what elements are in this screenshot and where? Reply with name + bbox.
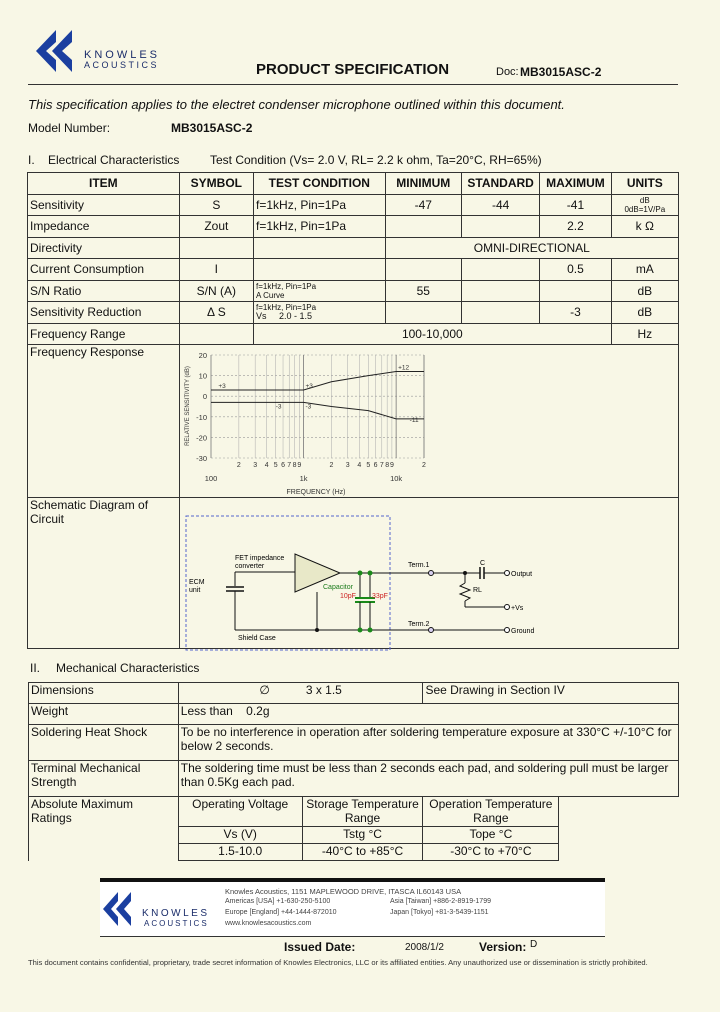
chart-annotation: -3	[305, 403, 312, 411]
item-impedance: Impedance	[28, 216, 180, 238]
test-condition: Test Condition (Vs= 2.0 V, RL= 2.2 k ohm, Ta=20°C, RH=65%)	[210, 153, 542, 167]
symbol-sensitivity: S	[179, 194, 253, 216]
value-directivity: OMNI-DIRECTIONAL	[385, 237, 678, 259]
chart-y-label: RELATIVE SENSITIVITY (dB)	[185, 366, 191, 446]
max-impedance: 2.2	[540, 216, 611, 238]
table-row	[28, 237, 679, 259]
ground-label: Ground	[511, 628, 535, 635]
chart-annotation: -3	[275, 403, 282, 411]
footer-americas: Americas [USA] +1-630-250-5100	[225, 898, 331, 905]
cond-reduction-range: 2.0 - 1.5	[279, 311, 313, 322]
ratings-s3: Tope °C	[423, 827, 559, 844]
footer-japan: Japan [Tokyo] +81-3-5439-1151	[390, 909, 489, 916]
ratings-h1: Operating Voltage	[178, 797, 302, 827]
section-title-electrical: Electrical Characteristics	[48, 153, 180, 167]
unit-current: mA	[611, 259, 678, 281]
table-row	[28, 280, 679, 302]
item-freq-range: Frequency Range	[28, 323, 180, 345]
footer-address: Knowles Acoustics, 1151 MAPLEWOOD DRIVE, ITASCA IL60143 USA	[225, 887, 462, 896]
std-sensitivity: -44	[461, 194, 539, 216]
col-minimum: MINIMUM	[385, 173, 461, 195]
rl-label: RL	[473, 587, 482, 594]
chart-x-minor-tick-label: 6	[373, 462, 378, 469]
chart-annotation: +3	[305, 383, 313, 391]
vs-label: +Vs	[511, 605, 524, 612]
unit-reduction: dB	[611, 302, 678, 324]
table-row	[28, 194, 679, 216]
version-label: Version:	[479, 940, 527, 954]
ratings-s2: Tstg °C	[302, 827, 423, 844]
ratings-v1: 1.5-10.0	[178, 844, 302, 861]
weight-value: Less than 0.2g	[178, 704, 678, 725]
section-num-electrical: I.	[28, 153, 35, 167]
chart-x-minor-tick-label: 3	[253, 462, 258, 469]
item-sensitivity: Sensitivity	[28, 194, 180, 216]
doc-number: MB3015ASC-2	[520, 65, 602, 79]
max-current: 0.5	[540, 259, 611, 281]
resistor-rl-icon	[460, 583, 470, 601]
cap-33pf: 33pF	[372, 593, 388, 600]
issued-value: 2008/1/2	[405, 942, 444, 953]
item-schematic: Schematic Diagram of Circuit	[28, 498, 180, 649]
diameter-icon: ∅	[259, 683, 270, 697]
section-num-mechanical: II.	[30, 661, 41, 675]
mechanical-table	[28, 682, 679, 861]
chart-x-minor-tick-label: 6	[281, 462, 285, 469]
cond-reduction	[254, 302, 386, 324]
fet-label-2: converter	[235, 563, 265, 570]
weight-label: Weight	[29, 704, 179, 725]
chart-x-minor-tick-label: 4	[357, 462, 362, 469]
item-sn: S/N Ratio	[28, 280, 180, 302]
chart-x-minor-tick-label: 9	[297, 462, 302, 469]
cond-sensitivity: f=1kHz, Pin=1Pa	[254, 194, 386, 216]
table-row	[28, 216, 679, 238]
dimensions-value: 3 x 1.5	[305, 683, 342, 697]
table-row	[28, 302, 679, 324]
heat-shock-label: Soldering Heat Shock	[29, 725, 179, 761]
footer-logo-acoustics: ACOUSTICS	[144, 919, 209, 928]
cond-reduction-vs: Vs	[256, 311, 267, 322]
symbol-current: I	[179, 259, 253, 281]
dimensions-note: See Drawing in Section IV	[423, 683, 679, 704]
chart-x-minor-tick-label: 8	[292, 462, 297, 469]
col-test-condition: TEST CONDITION	[254, 173, 386, 195]
ecm-label-2: unit	[189, 587, 201, 594]
chart-x-minor-tick-label: 4	[264, 462, 269, 469]
ecm-label-1: ECM	[189, 579, 205, 586]
chart-x-minor-tick-label: 2	[236, 462, 241, 469]
chart-y-tick-label: 0	[202, 392, 207, 402]
table-row	[29, 761, 679, 797]
chart-annotation: -11	[409, 416, 419, 424]
unit-db-ref: 0dB=1V/Pa	[624, 204, 666, 214]
header-logo	[34, 28, 184, 74]
item-freq-response: Frequency Response	[28, 345, 180, 498]
ratings-h3: Operation Temperature Range	[423, 797, 559, 827]
footer-europe: Europe [England] +44-1444-872010	[225, 909, 337, 916]
dimensions-label: Dimensions	[29, 683, 179, 704]
max-sensitivity: -41	[540, 194, 611, 216]
col-standard: STANDARD	[461, 173, 539, 195]
table-row	[29, 704, 679, 725]
terminal-value: The soldering time must be less than 2 seconds each pad, and soldering pull must be larger than 0.5Kg each pad.	[178, 761, 678, 797]
cond-sn	[254, 280, 386, 302]
output-label: Output	[511, 571, 533, 578]
frequency-response-chart	[176, 346, 446, 500]
footer-knowles-logo-icon	[102, 890, 142, 928]
min-sensitivity: -47	[385, 194, 461, 216]
table-row	[29, 683, 679, 704]
chart-x-minor-tick-label: 2	[422, 462, 426, 469]
col-maximum: MAXIMUM	[540, 173, 611, 195]
term1-label: Term.1	[408, 562, 430, 569]
logo-word-acoustics: ACOUSTICS	[84, 60, 160, 70]
chart-x-major-tick-label: 10k	[390, 474, 403, 483]
item-current: Current Consumption	[28, 259, 180, 281]
chart-x-minor-tick-label: 3	[345, 462, 350, 469]
col-item: ITEM	[28, 173, 180, 195]
header-rule	[28, 84, 678, 85]
unit-freq-range: Hz	[611, 323, 678, 345]
table-row	[28, 323, 679, 345]
chart-y-tick-label: -20	[196, 433, 207, 443]
unit-sensitivity	[611, 194, 678, 216]
symbol-reduction: Δ S	[179, 302, 253, 324]
chart-x-minor-tick-label: 8	[385, 462, 390, 469]
col-symbol: SYMBOL	[179, 173, 253, 195]
version-value: D	[530, 939, 538, 950]
issued-label: Issued Date:	[284, 940, 356, 954]
logo-word-knowles: KNOWLES	[84, 49, 161, 61]
chart-x-major-tick-label: 100	[204, 474, 218, 483]
c-label: C	[480, 560, 486, 567]
unit-sn: dB	[611, 280, 678, 302]
cap-10pf: 10pF	[340, 593, 356, 600]
symbol-impedance: Zout	[179, 216, 253, 238]
heat-shock-value: To be no interference in operation after soldering temperature exposure at 330°C +/-10°C for below 2 seconds.	[178, 725, 678, 761]
chart-x-minor-tick-label: 5	[366, 462, 371, 469]
chart-annotation: +12	[398, 364, 410, 372]
cond-sn-line2: A Curve	[256, 290, 285, 300]
schematic-diagram	[180, 510, 560, 656]
ratings-v2: -40°C to +85°C	[302, 844, 423, 861]
chart-x-minor-tick-label: 7	[287, 462, 292, 469]
item-directivity: Directivity	[28, 237, 180, 259]
cond-reduction-line1: f=1kHz, Pin=1Pa	[256, 303, 317, 313]
confidential-notice: This document contains confidential, proprietary, trade secret information of Knowles Electronics, LLC or its affiliated entities. Any unauthorized use or dissemination is strictly prohibited.	[28, 958, 648, 967]
table-row	[28, 259, 679, 281]
chart-y-tick-label: -10	[196, 412, 207, 422]
max-reduction: -3	[540, 302, 611, 324]
model-label: Model Number:	[28, 121, 111, 135]
footer-logo-knowles: KNOWLES	[142, 908, 210, 919]
ratings-label: Absolute Maximum Ratings	[29, 797, 179, 861]
intro-text: This specification applies to the electret condenser microphone outlined within this document.	[28, 97, 565, 112]
item-reduction: Sensitivity Reduction	[28, 302, 180, 324]
cond-impedance: f=1kHz, Pin=1Pa	[254, 216, 386, 238]
col-units: UNITS	[611, 173, 678, 195]
chart-x-minor-tick-label: 2	[329, 462, 334, 469]
chart-x-minor-tick-label: 7	[379, 462, 384, 469]
ratings-h2: Storage Temperature Range	[302, 797, 423, 827]
page-title: PRODUCT SPECIFICATION	[256, 61, 450, 78]
min-sn: 55	[385, 280, 461, 302]
unit-db: dB	[639, 195, 650, 205]
footer-asia: Asia [Taiwan] +886-2-8919-1799	[390, 898, 491, 905]
doc-label: Doc:	[496, 66, 519, 78]
knowles-logo-icon	[34, 28, 86, 74]
chart-y-tick-label: 20	[198, 351, 207, 360]
ratings-s1: Vs (V)	[178, 827, 302, 844]
terminal-label: Terminal Mechanical Strength	[29, 761, 179, 797]
fet-label-1: FET impedance	[235, 555, 285, 562]
section-title-mechanical: Mechanical Characteristics	[56, 661, 200, 675]
unit-impedance: k Ω	[611, 216, 678, 238]
chart-x-label: FREQUENCY (Hz)	[286, 489, 346, 496]
shield-case-label: Shield Case	[238, 635, 276, 642]
chart-x-minor-tick-label: 9	[389, 462, 394, 469]
table-header-row	[28, 173, 679, 195]
capacitor-label: Capacitor	[323, 584, 353, 591]
symbol-sn: S/N (A)	[179, 280, 253, 302]
term2-label: Term.2	[408, 621, 430, 628]
ratings-v3: -30°C to +70°C	[423, 844, 559, 861]
table-row	[29, 797, 679, 827]
chart-annotation: +3	[218, 383, 226, 391]
footer-box	[100, 878, 605, 937]
model-value: MB3015ASC-2	[171, 121, 253, 135]
chart-x-minor-tick-label: 5	[273, 462, 278, 469]
chart-y-tick-label: 10	[198, 371, 207, 381]
footer-web: www.knowlesacoustics.com	[225, 920, 312, 927]
chart-y-tick-label: -30	[196, 454, 207, 463]
table-row	[29, 725, 679, 761]
chart-x-major-tick-label: 1k	[299, 474, 308, 483]
cond-sn-line1: f=1kHz, Pin=1Pa	[256, 281, 317, 291]
value-freq-range: 100-10,000	[254, 323, 612, 345]
